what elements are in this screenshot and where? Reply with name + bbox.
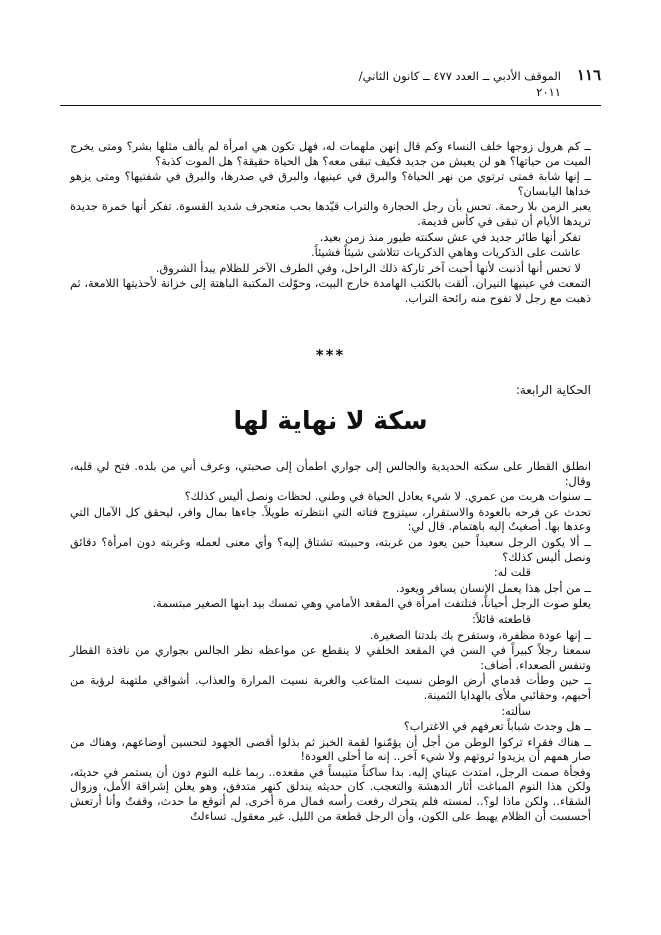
paragraph: وفجأة صمت الرجل، امتدت عيناي إليه. بدا ساكناً متيبساً في مقعده.. ربما غلبه النوم دون أن يستمر في حديثه، ولكن هذا النوم المباغت أثار الدهشة والتعجب. كان حديثه يندلق كنهر متدفق، وهو يعلن إشراقة الأمل، وزوال الشقاء.. ولكن ماذا لو؟.. لمسته فلم يتحرك رفعت رأسه فمال مرة أخرى. لم أتوقع ما حدث، وقفتُ وأنا أرتعش أحسست أن الظلام يهبط على الكون، وأن الرجل قطعة من الليل. غير معقول. تساءلتُ bbox=[70, 765, 591, 823]
paragraph: ــ حين وطأت قدماي أرض الوطن نسيت المتاعب والغربة نسيت المرارة والعذاب. أشواقي ملتهبة لرؤية من أحبهم، وحقائبي ملأى بالهدايا الثمينة. bbox=[70, 674, 591, 702]
paragraph: انطلق القطار على سكته الحديدية والجالس إلى جواري اطمأن إلى صحبتي، وعرف أني من بلده. فتح لي قلبه، وقال: bbox=[70, 460, 591, 488]
story-four-text bbox=[70, 460, 591, 825]
paragraph: يعلو صوت الرجل أحياناً، فتلتفت امرأة في المقعد الأمامي وهي تمسك بيد ابنها الصغير مبتسمة. bbox=[152, 597, 591, 611]
journal-line-1: الموقف الأدبي ــ العدد ٤٧٧ ــ كانون الثاني/ bbox=[358, 69, 561, 83]
paragraph: ــ هناك فقراء تركوا الوطن من أجل أن يؤمّنوا لقمة الخبز ثم بذلوا أقصى الجهود لتحسين أوضاعهم، وهناك من صار همهم أن يزيدوا ثروتهم ولا شيء آخر.. إنه ما أحلى العودة! bbox=[70, 735, 591, 764]
story-title: سكة لا نهاية لها bbox=[233, 406, 428, 435]
paragraph: التمعت في عينيها النيران. ألقت بالكتب الهامدة خارج البيت، وحوّلت المكتبة الباهتة إلى خزانة لأحذيتها اللامعة، ثم ذهبت مع رجل لا تفوح منه رائحة التراب. bbox=[70, 277, 591, 305]
page-number: ١١٦ bbox=[576, 66, 601, 84]
paragraph: سألته: bbox=[501, 704, 531, 718]
paragraph: عاشت على الذكريات وهاهي الذكريات تتلاشى شيئاً فشيئاً. bbox=[311, 246, 581, 260]
paragraph: سمعنا رجلاً كبيراً في السن في المقعد الخلفي لا ينقطع عن مواعظه نظر الجالس بجواري من نافذة القطار وتنفس الصعداء. أضاف: bbox=[70, 644, 591, 672]
paragraph: تحدث عن فرحه بالعودة والاستقرار، سيتزوج فتاته التي انتظرته طويلاً. جاءها بمال وافر، ليحقق كل الآمال التي وعدها بها. أصغيتُ إليه باهتمام. قال لي: bbox=[70, 505, 591, 534]
paragraph: ــ إنها شابة فمتى ترتوي من نهر الحياة؟ والبرق في عينيها، والبرق في صدرها، والبرق في شفتيها؟ ومتى يزهو خداها اليابسان؟ bbox=[70, 170, 591, 198]
paragraph: لا تحس أنها أذنبت لأنها أحبت آخر تاركة ذلك الراحل، وفي الطرف الآخر للظلام يبدأ الشروق. bbox=[155, 261, 581, 275]
paragraph: ــ هل وجدتَ شباباً تعرفهم في الاغتراب؟ bbox=[403, 720, 591, 734]
paragraph: قاطعته قائلاً: bbox=[472, 612, 531, 626]
header-rule bbox=[60, 105, 601, 106]
section-label: الحكاية الرابعة: bbox=[515, 383, 591, 397]
paragraph: ــ إنها عودة مظفرة، وستفرح بك بلدتنا الصغيرة. bbox=[369, 628, 591, 642]
paragraph: ــ من أجل هذا يعمل الإنسان يسافر ويعود. bbox=[395, 581, 591, 595]
paragraph: يعبر الزمن بلا رحمة. تحس بأن رجل الحجارة والتراب قيّدها بحب متعجرف شديد القسوة. تفكر أنها خمرة جديدة تريدها الأيام أن تبقى في كأس قديمة. bbox=[70, 200, 591, 228]
story-three-ending bbox=[70, 140, 591, 308]
paragraph: ــ ألا يكون الرجل سعيداً حين يعود من غربته، وحبيبته تشتاق إليه؟ وأي معنى لعمله وغربته دون امرأة؟ دقائق ونصل أليس كذلك؟ bbox=[70, 535, 591, 564]
paragraph: تفكر أنها طائر جديد في عش سكنته طيور منذ زمن بعيد. bbox=[319, 230, 581, 244]
section-separator: *** bbox=[315, 346, 346, 364]
page-header bbox=[60, 66, 601, 106]
paragraph: ــ كم هرول زوجها خلف النساء وكم قال إنهن ملهمات له، فهل تكون هي امرأة لم يألف مثلها بشر؟ ومتى يخرج الميت من حياتها؟ هو لن يعيش من جديد فكيف تبقى معه؟ هل الحياة حقيقة؟ هل الموت كذبة؟ bbox=[70, 140, 591, 168]
journal-line-2: ٢٠١١ bbox=[536, 85, 561, 99]
paragraph: ــ سنوات هربت من عمري. لا شيء يعادل الحياة في وطني. لحظات ونصل أليس كذلك؟ bbox=[184, 490, 591, 504]
paragraph: قلت له: bbox=[493, 566, 531, 580]
journal-info bbox=[261, 68, 561, 100]
